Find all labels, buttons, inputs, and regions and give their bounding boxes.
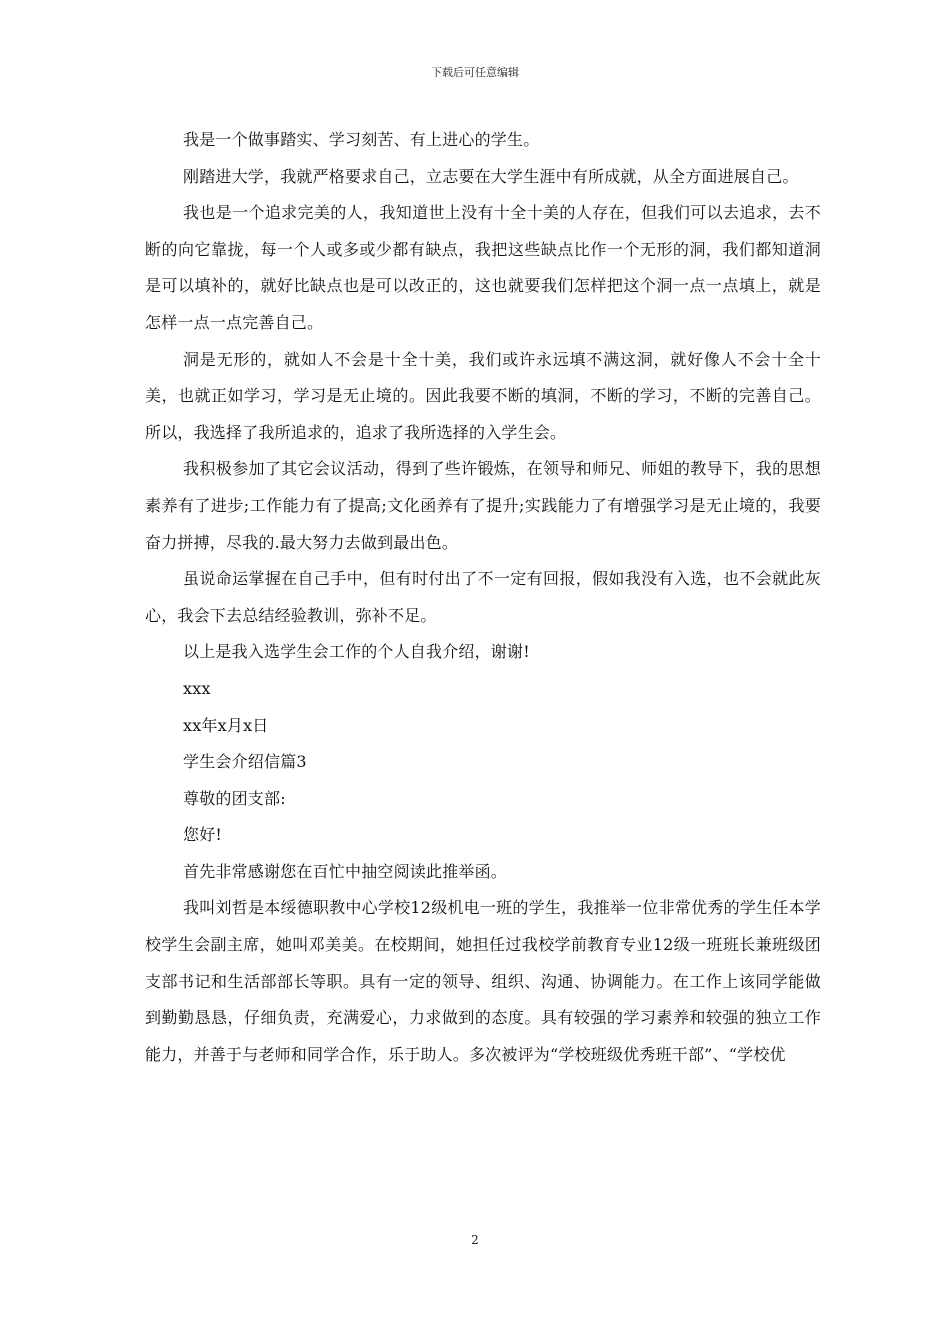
paragraph: 我也是一个追求完美的人，我知道世上没有十全十美的人存在，但我们可以去追求，去不断的向它靠拢，每一个人或多或少都有缺点，我把这些缺点比作一个无形的洞，我们都知道洞是可以填补的，就好比缺点也是可以改正的，这也就要我们怎样把这个洞一点一点填上，就是怎样一点一点完善自己。 [145,203,821,332]
header-note: 下载后可任意编辑 [431,66,519,79]
page-number: 2 [471,1233,479,1247]
paragraph: 我是一个做事踏实、学习刻苦、有上进心的学生。 [183,130,540,149]
paragraph: 以上是我入选学生会工作的个人自我介绍，谢谢! [183,642,530,662]
paragraph: 刚踏进大学，我就严格要求自己，立志要在大学生涯中有所成就，从全方面进展自己。 [183,166,799,186]
paragraph: 首先非常感谢您在百忙中抽空阅读此推举函。 [183,861,508,881]
document-body [145,122,821,1073]
salutation: 尊敬的团支部: [183,788,286,808]
signature-date: xx年x月x日 [183,715,269,735]
paragraph: 我叫刘哲是本绥德职教中心学校12级机电一班的学生，我推举一位非常优秀的学生任本学校学生会副主席，她叫邓美美。在校期间，她担任过我校学前教育专业12级一班班长兼班级团支部书记和生活部部长等职。具有一定的领导、组织、沟通、协调能力。在工作上该同学能做到勤勤恳恳，仔细负责，充满爱心，力求做到的态度。具有较强的学习素养和较强的独立工作能力，并善于与老师和同学合作，乐于助人。多次被评为“学校班级优秀班干部”、“学校优 [145,898,821,1064]
section-title: 学生会介绍信篇3 [183,752,307,772]
signature-name: xxx [183,678,211,698]
paragraph: 洞是无形的，就如人不会是十全十美，我们或许永远填不满这洞，就好像人不会十全十美，也就正如学习，学习是无止境的。因此我要不断的填洞，不断的学习，不断的完善自己。所以，我选择了我所追求的，追求了我所选择的入学生会。 [145,349,821,442]
greeting: 您好! [183,825,223,845]
paragraph: 我积极参加了其它会议活动，得到了些许锻炼，在领导和师兄、师姐的教导下，我的思想素养有了进步;工作能力有了提高;文化函养有了提升;实践能力了有增强学习是无止境的，我要奋力拼搏，尽我的.最大努力去做到最出色。 [145,459,821,552]
paragraph: 虽说命运掌握在自己手中，但有时付出了不一定有回报，假如我没有入选，也不会就此灰心，我会下去总结经验教训，弥补不足。 [145,569,821,625]
